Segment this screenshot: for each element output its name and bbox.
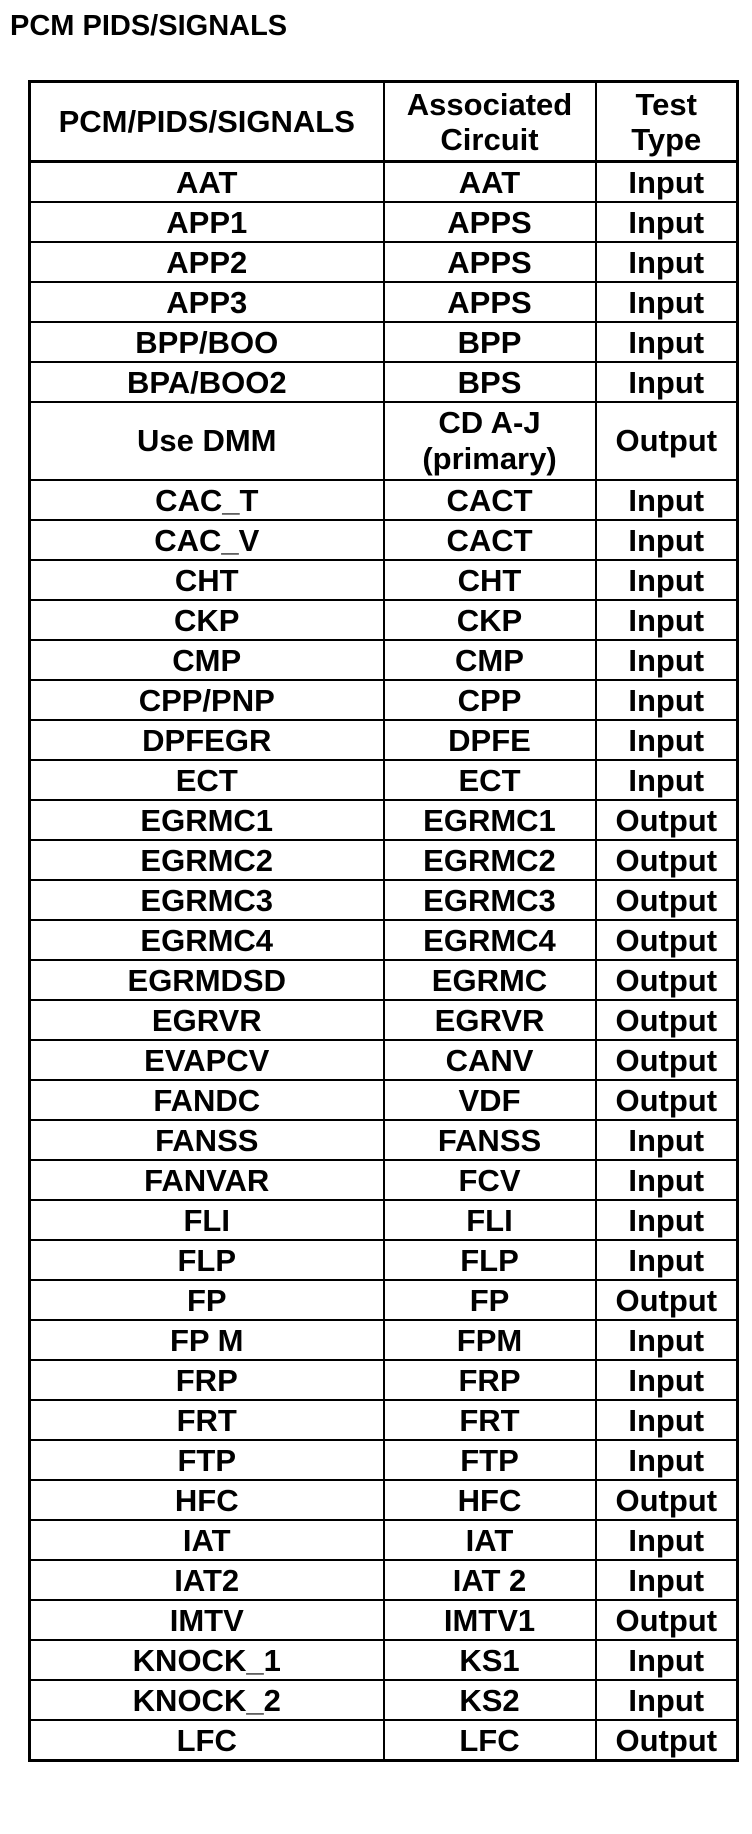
circuit-cell: CMP — [384, 640, 596, 680]
table-row — [30, 960, 738, 1000]
header-test-type-line2: Type — [631, 121, 702, 157]
signal-cell: EGRMDSD — [30, 960, 384, 1000]
circuit-cell: FP — [384, 1280, 596, 1320]
test-type-cell: Input — [596, 1360, 738, 1400]
test-type-cell: Output — [596, 1080, 738, 1120]
test-type-cell: Output — [596, 840, 738, 880]
signal-cell: CAC_V — [30, 520, 384, 560]
circuit-cell: CACT — [384, 480, 596, 520]
table-row — [30, 1680, 738, 1720]
test-type-cell: Output — [596, 920, 738, 960]
signals-table — [28, 80, 739, 1762]
test-type-cell: Input — [596, 1160, 738, 1200]
circuit-cell: BPS — [384, 362, 596, 402]
signal-cell: FLP — [30, 1240, 384, 1280]
test-type-cell: Output — [596, 1480, 738, 1520]
test-type-cell: Input — [596, 1520, 738, 1560]
signal-cell: APP1 — [30, 202, 384, 242]
header-associated-circuit-line2: Circuit — [440, 121, 539, 157]
table-row — [30, 1320, 738, 1360]
circuit-cell: EGRMC2 — [384, 840, 596, 880]
signal-cell: CPP/PNP — [30, 680, 384, 720]
test-type-cell: Input — [596, 242, 738, 282]
table-row — [30, 362, 738, 402]
signal-cell: CHT — [30, 560, 384, 600]
test-type-cell: Output — [596, 1040, 738, 1080]
signal-cell: FTP — [30, 1440, 384, 1480]
signal-cell: IMTV — [30, 1600, 384, 1640]
test-type-cell: Input — [596, 1400, 738, 1440]
table-row — [30, 1520, 738, 1560]
signal-cell: FRP — [30, 1360, 384, 1400]
signal-cell: DPFEGR — [30, 720, 384, 760]
table-row — [30, 1560, 738, 1600]
circuit-cell: BPP — [384, 322, 596, 362]
test-type-cell: Output — [596, 880, 738, 920]
signal-cell: HFC — [30, 1480, 384, 1520]
circuit-cell: HFC — [384, 1480, 596, 1520]
signal-cell: FANDC — [30, 1080, 384, 1120]
signal-cell: APP2 — [30, 242, 384, 282]
test-type-cell: Input — [596, 1680, 738, 1720]
header-test-type-line1: Test — [635, 86, 697, 122]
test-type-cell: Input — [596, 1440, 738, 1480]
test-type-cell: Input — [596, 202, 738, 242]
test-type-cell: Output — [596, 402, 738, 480]
circuit-cell: FCV — [384, 1160, 596, 1200]
test-type-cell: Output — [596, 1000, 738, 1040]
signal-cell: Use DMM — [30, 402, 384, 480]
test-type-cell: Output — [596, 800, 738, 840]
header-row — [30, 82, 738, 162]
table-row — [30, 520, 738, 560]
table-row — [30, 680, 738, 720]
table-row — [30, 480, 738, 520]
table-row — [30, 800, 738, 840]
signal-cell: KNOCK_2 — [30, 1680, 384, 1720]
circuit-cell: IAT — [384, 1520, 596, 1560]
signal-cell: FLI — [30, 1200, 384, 1240]
test-type-cell: Output — [596, 1720, 738, 1761]
table-row — [30, 1080, 738, 1120]
circuit-cell: IAT 2 — [384, 1560, 596, 1600]
test-type-cell: Input — [596, 560, 738, 600]
table-row — [30, 1200, 738, 1240]
signal-cell: APP3 — [30, 282, 384, 322]
test-type-cell: Output — [596, 1600, 738, 1640]
table-row — [30, 162, 738, 203]
circuit-cell: VDF — [384, 1080, 596, 1120]
table-row — [30, 1240, 738, 1280]
circuit-cell: FANSS — [384, 1120, 596, 1160]
circuit-cell: KS2 — [384, 1680, 596, 1720]
test-type-cell: Input — [596, 600, 738, 640]
header-signals: PCM/PIDS/SIGNALS — [30, 82, 384, 162]
circuit-cell: CHT — [384, 560, 596, 600]
test-type-cell: Input — [596, 520, 738, 560]
test-type-cell: Input — [596, 760, 738, 800]
circuit-cell: CPP — [384, 680, 596, 720]
header-associated-circuit — [384, 82, 596, 162]
test-type-cell: Input — [596, 1560, 738, 1600]
table-row — [30, 242, 738, 282]
test-type-cell: Input — [596, 362, 738, 402]
signal-cell: FP M — [30, 1320, 384, 1360]
signal-cell: AAT — [30, 162, 384, 203]
table-row — [30, 1160, 738, 1200]
table-body — [30, 162, 738, 1761]
circuit-cell: APPS — [384, 202, 596, 242]
table-row — [30, 322, 738, 362]
table-row — [30, 920, 738, 960]
circuit-cell: FRT — [384, 1400, 596, 1440]
circuit-cell: APPS — [384, 242, 596, 282]
signal-cell: EGRMC4 — [30, 920, 384, 960]
table-header — [30, 82, 738, 162]
circuit-cell: CKP — [384, 600, 596, 640]
circuit-cell-line2: (primary) — [422, 441, 557, 476]
page-title: PCM PIDS/SIGNALS — [10, 10, 288, 42]
signal-cell: FRT — [30, 1400, 384, 1440]
test-type-cell: Input — [596, 1320, 738, 1360]
circuit-cell: FLP — [384, 1240, 596, 1280]
test-type-cell: Input — [596, 162, 738, 203]
table-row — [30, 1120, 738, 1160]
signal-cell: EVAPCV — [30, 1040, 384, 1080]
signal-cell: ECT — [30, 760, 384, 800]
circuit-cell: APPS — [384, 282, 596, 322]
table-row — [30, 1440, 738, 1480]
signal-cell: LFC — [30, 1720, 384, 1761]
table-row — [30, 720, 738, 760]
table-row — [30, 1040, 738, 1080]
circuit-cell: FTP — [384, 1440, 596, 1480]
signal-cell: EGRVR — [30, 1000, 384, 1040]
test-type-cell: Input — [596, 640, 738, 680]
circuit-cell: EGRMC1 — [384, 800, 596, 840]
header-test-type — [596, 82, 738, 162]
test-type-cell: Input — [596, 282, 738, 322]
table-row — [30, 1480, 738, 1520]
test-type-cell: Input — [596, 1120, 738, 1160]
table-row — [30, 640, 738, 680]
signal-cell: BPP/BOO — [30, 322, 384, 362]
signal-cell: CAC_T — [30, 480, 384, 520]
table-row — [30, 1360, 738, 1400]
test-type-cell: Input — [596, 480, 738, 520]
test-type-cell: Input — [596, 1240, 738, 1280]
signal-cell: FANSS — [30, 1120, 384, 1160]
circuit-cell: FRP — [384, 1360, 596, 1400]
test-type-cell: Input — [596, 1640, 738, 1680]
circuit-cell: EGRMC3 — [384, 880, 596, 920]
table-row — [30, 880, 738, 920]
signal-cell: IAT — [30, 1520, 384, 1560]
table-row — [30, 1720, 738, 1761]
signal-cell: KNOCK_1 — [30, 1640, 384, 1680]
circuit-cell: ECT — [384, 760, 596, 800]
circuit-cell: FPM — [384, 1320, 596, 1360]
circuit-cell: EGRMC — [384, 960, 596, 1000]
signal-cell: EGRMC3 — [30, 880, 384, 920]
test-type-cell: Output — [596, 1280, 738, 1320]
table-row — [30, 1280, 738, 1320]
table-row — [30, 560, 738, 600]
header-associated-circuit-line1: Associated — [406, 86, 573, 122]
signal-cell: EGRMC2 — [30, 840, 384, 880]
test-type-cell: Input — [596, 720, 738, 760]
circuit-cell: FLI — [384, 1200, 596, 1240]
circuit-cell: CACT — [384, 520, 596, 560]
test-type-cell: Output — [596, 960, 738, 1000]
table-row — [30, 1640, 738, 1680]
circuit-cell: CANV — [384, 1040, 596, 1080]
table-row — [30, 402, 738, 480]
signal-cell: CMP — [30, 640, 384, 680]
signal-cell: BPA/BOO2 — [30, 362, 384, 402]
circuit-cell: LFC — [384, 1720, 596, 1761]
signal-cell: FANVAR — [30, 1160, 384, 1200]
signal-cell: FP — [30, 1280, 384, 1320]
table-row — [30, 202, 738, 242]
test-type-cell: Input — [596, 680, 738, 720]
circuit-cell: EGRMC4 — [384, 920, 596, 960]
circuit-cell — [384, 402, 596, 480]
table-row — [30, 1600, 738, 1640]
circuit-cell-line1: CD A-J — [438, 405, 541, 440]
table-row — [30, 1000, 738, 1040]
circuit-cell: KS1 — [384, 1640, 596, 1680]
signal-cell: EGRMC1 — [30, 800, 384, 840]
table-row — [30, 600, 738, 640]
signal-cell: CKP — [30, 600, 384, 640]
circuit-cell: DPFE — [384, 720, 596, 760]
circuit-cell: AAT — [384, 162, 596, 203]
test-type-cell: Input — [596, 1200, 738, 1240]
test-type-cell: Input — [596, 322, 738, 362]
table-row — [30, 840, 738, 880]
table-row — [30, 282, 738, 322]
table-row — [30, 1400, 738, 1440]
signal-cell: IAT2 — [30, 1560, 384, 1600]
circuit-cell: EGRVR — [384, 1000, 596, 1040]
table-row — [30, 760, 738, 800]
circuit-cell: IMTV1 — [384, 1600, 596, 1640]
